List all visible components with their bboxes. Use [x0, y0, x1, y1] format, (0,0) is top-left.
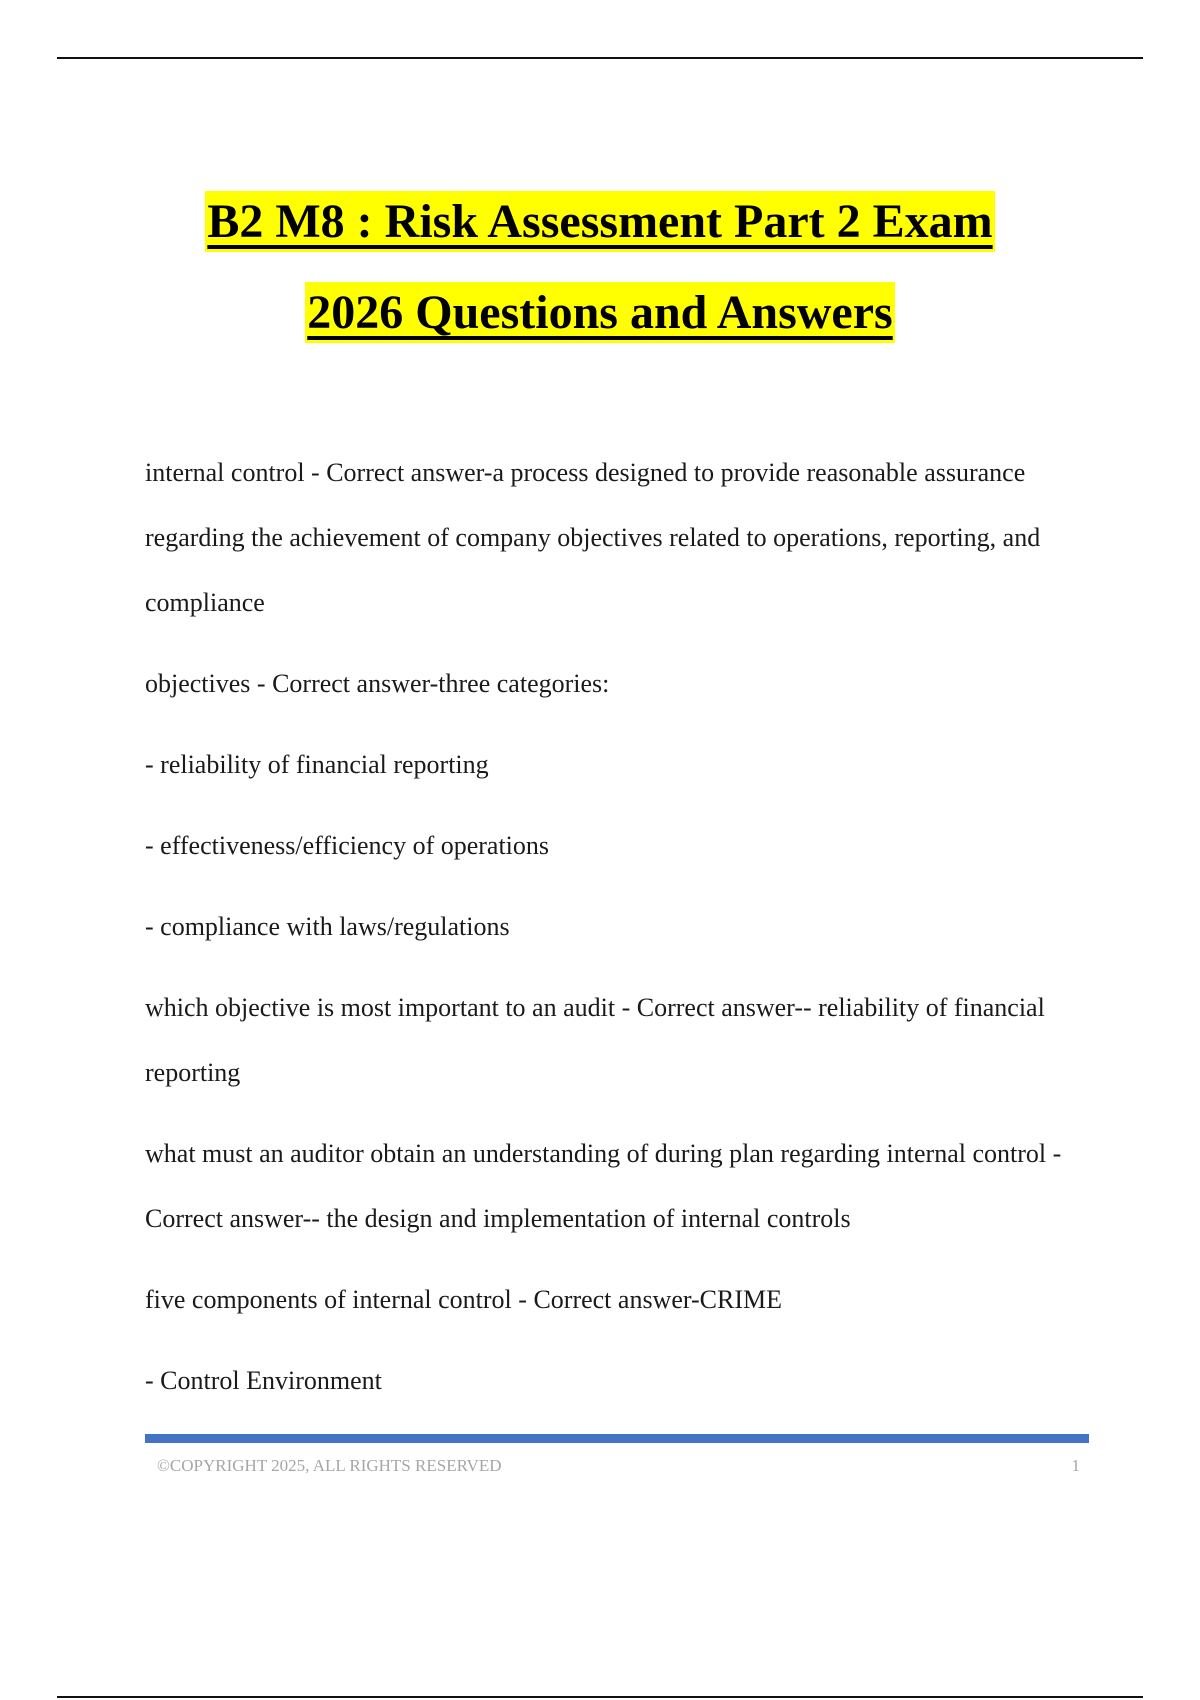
footer-copyright: ©COPYRIGHT 2025, ALL RIGHTS RESERVED — [157, 1456, 502, 1475]
footer-bar — [145, 1434, 1089, 1443]
title-line-1 — [0, 176, 1200, 267]
qa-entry-five-components: five components of internal control - Correct answer-CRIME — [145, 1285, 783, 1314]
title-line-2 — [0, 267, 1200, 358]
qa-entry-auditor-understanding: what must an auditor obtain an understanding of during plan regarding internal control - Correct answer-- the design and implementation of internal controls — [145, 1139, 1062, 1233]
qa-entry-internal-control: internal control - Correct answer-a process designed to provide reasonable assurance regarding the achievement of company objectives related to operations, reporting, and compliance — [145, 458, 1041, 617]
top-rule — [57, 57, 1143, 59]
qa-entry-objectives: objectives - Correct answer-three categories: — [145, 669, 610, 698]
bottom-rule — [57, 1696, 1143, 1698]
qa-bullet-control-environment: - Control Environment — [145, 1366, 382, 1395]
qa-bullet-effectiveness: - effectiveness/efficiency of operations — [145, 831, 550, 860]
qa-bullet-compliance: - compliance with laws/regulations — [145, 912, 510, 941]
page-title — [0, 176, 1200, 358]
title-text-1: B2 M8 : Risk Assessment Part 2 Exam — [205, 191, 994, 252]
qa-bullet-reliability: - reliability of financial reporting — [145, 750, 489, 779]
qa-content — [145, 440, 1090, 1429]
title-text-2: 2026 Questions and Answers — [305, 282, 894, 343]
footer-page-number: 1 — [1071, 1456, 1080, 1475]
qa-entry-audit-objective: which objective is most important to an audit - Correct answer-- reliability of financial reporting — [145, 993, 1045, 1087]
